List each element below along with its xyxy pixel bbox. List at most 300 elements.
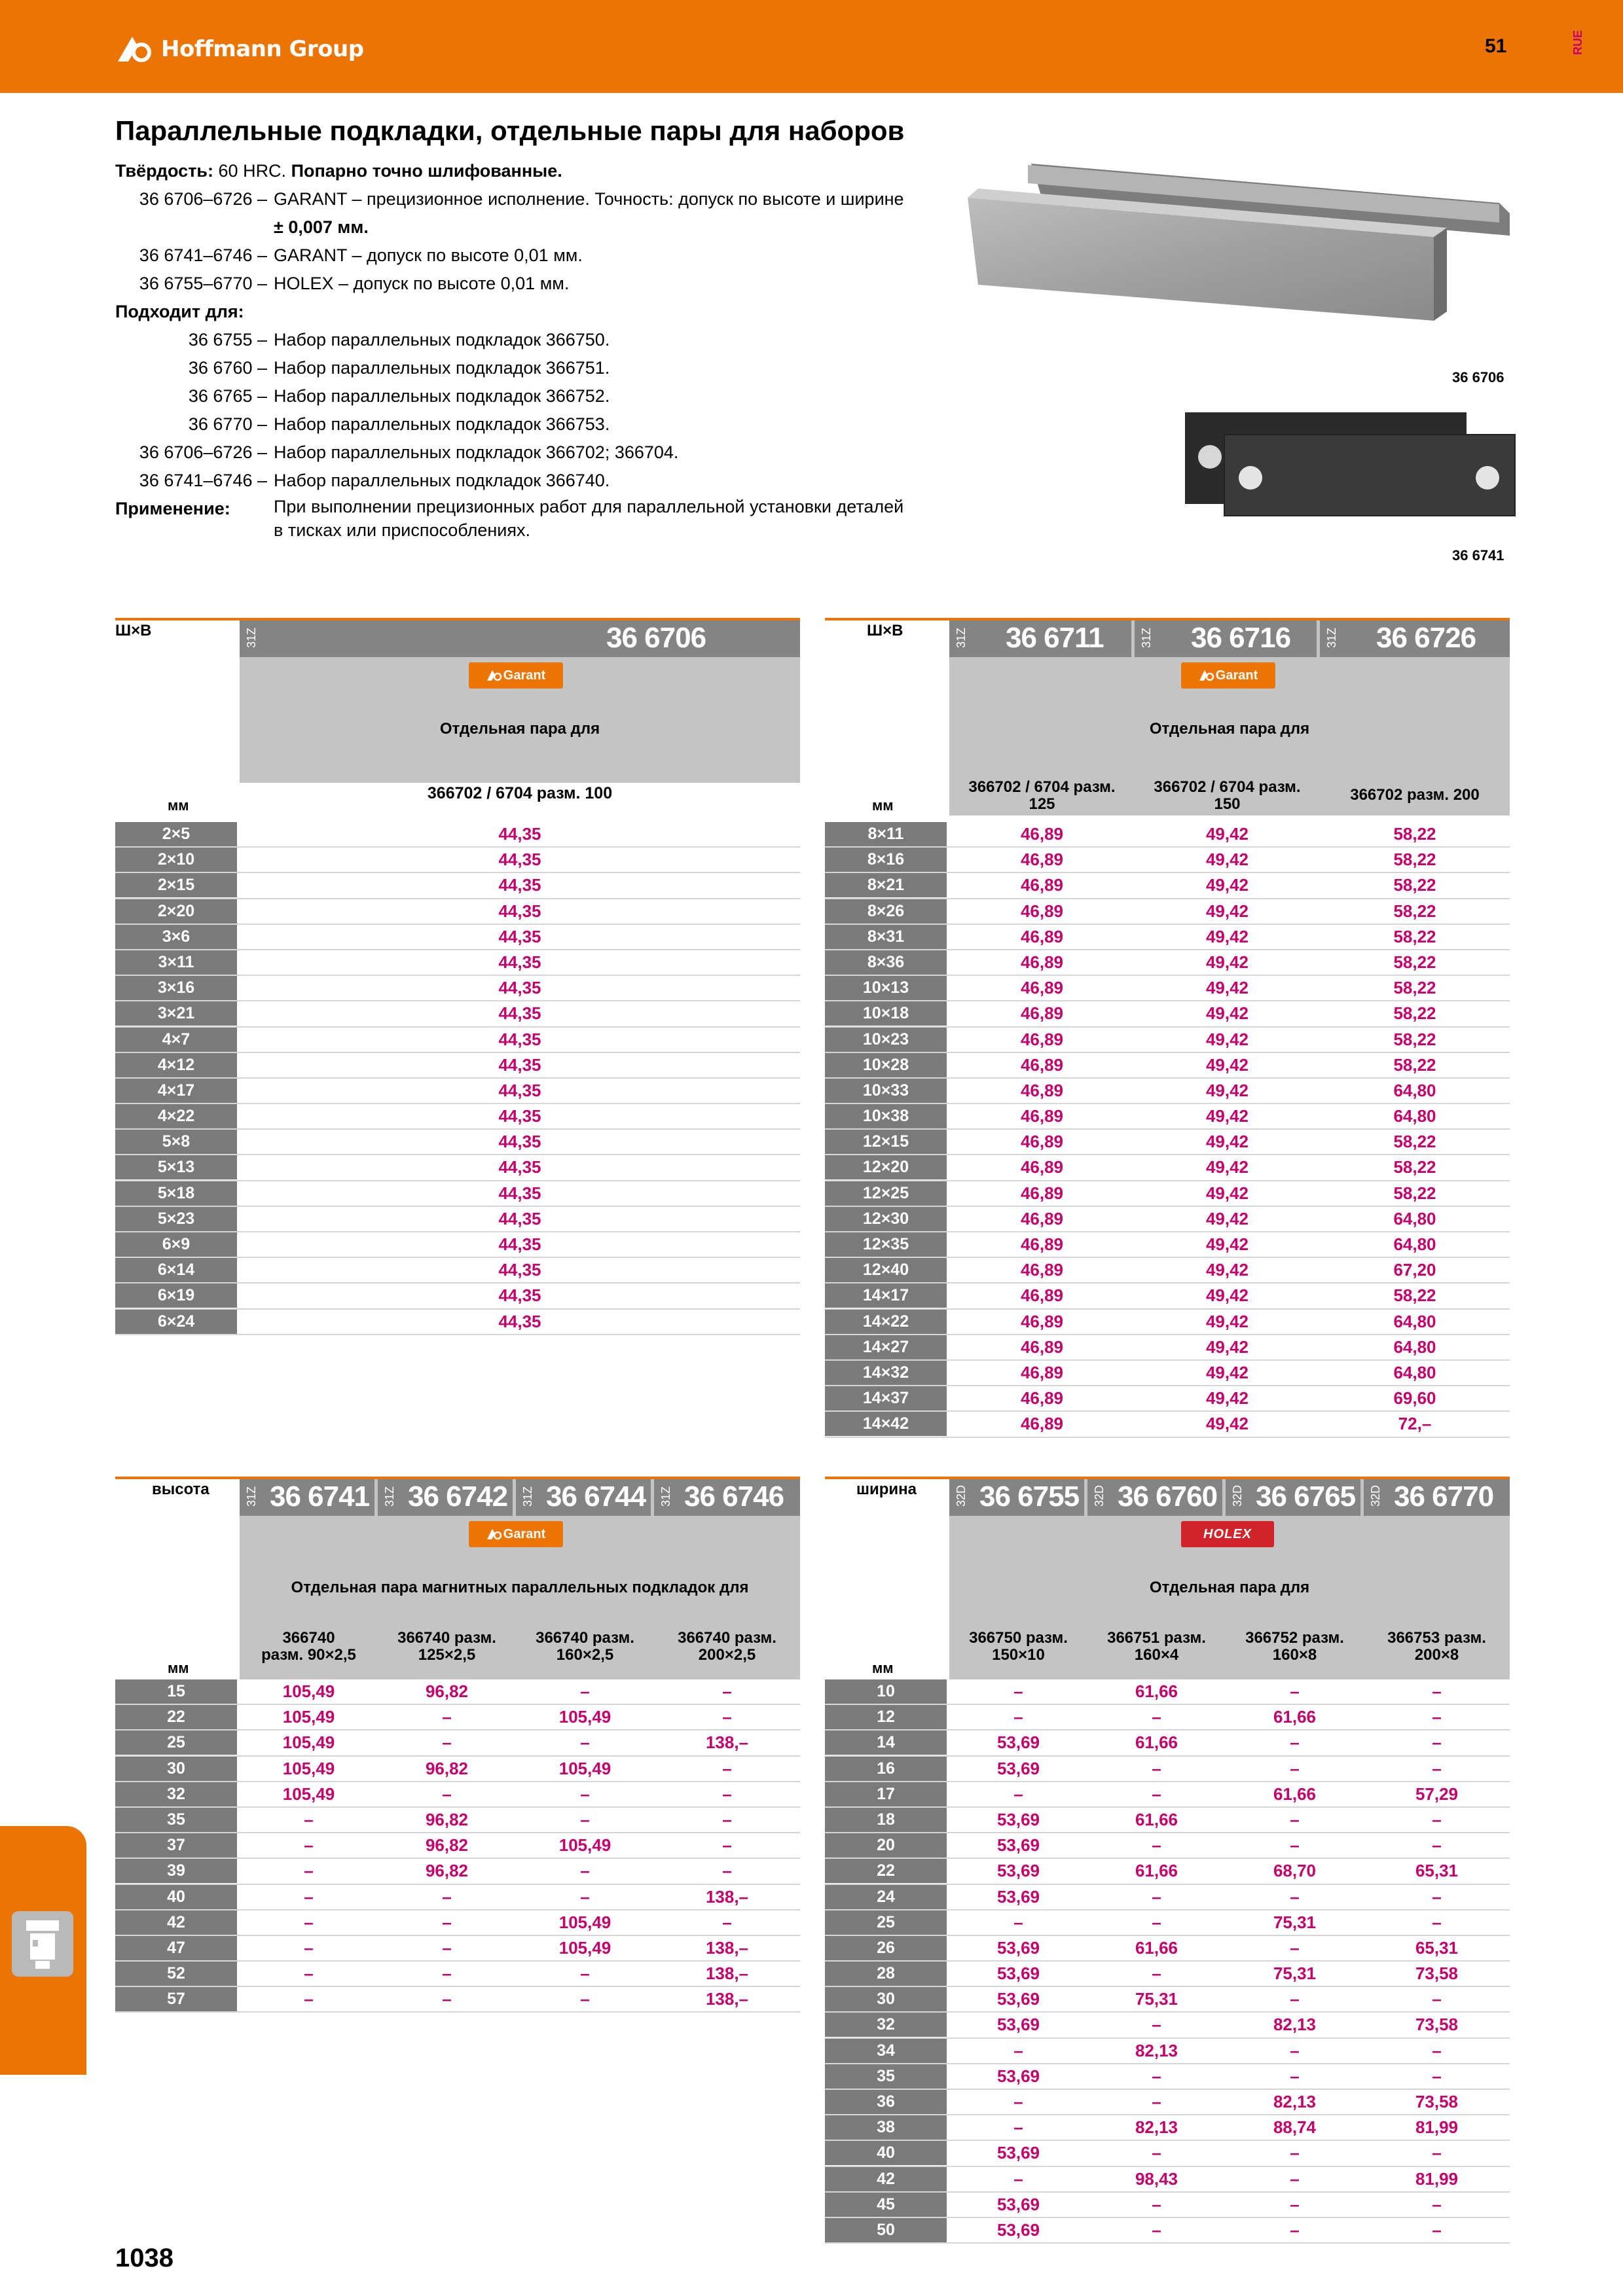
table-row bbox=[115, 1155, 800, 1181]
price-cell: 105,49 bbox=[558, 1835, 611, 1856]
price-cell: 53,69 bbox=[996, 1809, 1040, 1829]
row-dimension: 8×21 bbox=[825, 873, 947, 897]
row-dimension: 14×22 bbox=[825, 1310, 947, 1334]
garant-logo bbox=[469, 662, 563, 689]
usage-text bbox=[267, 495, 966, 542]
table-row bbox=[825, 1207, 1510, 1232]
price-cell: 96,82 bbox=[425, 1758, 469, 1778]
subheader-line2: 200×8 bbox=[1414, 1646, 1459, 1664]
dimension-label: Ш×В bbox=[867, 622, 903, 639]
table-row bbox=[825, 1130, 1510, 1155]
dimension-label: высота bbox=[152, 1480, 210, 1498]
usage-text-1: При выполнении прецизионных работ для параллельной установки деталей bbox=[274, 497, 904, 516]
table-row bbox=[825, 1283, 1510, 1309]
table-row bbox=[825, 1232, 1510, 1258]
row-dimension: 4×17 bbox=[115, 1079, 237, 1103]
catalog-page-ref: 32D bbox=[1369, 1484, 1382, 1507]
price-cell: – bbox=[1152, 1912, 1161, 1932]
price-cell: 44,35 bbox=[498, 1106, 541, 1126]
price-cell: – bbox=[1290, 1681, 1300, 1701]
spec-text bbox=[274, 185, 966, 242]
price-cell: 44,35 bbox=[498, 1080, 541, 1100]
price-cell: – bbox=[442, 1784, 452, 1804]
suits-label: Подходит для: bbox=[115, 302, 244, 321]
price-cell: – bbox=[1432, 1886, 1442, 1907]
catalog-page-ref: 31Z bbox=[245, 1486, 258, 1507]
price-cell: 46,89 bbox=[1020, 1285, 1064, 1306]
catalog-page-ref: 31Z bbox=[955, 627, 968, 648]
price-cell: 105,49 bbox=[282, 1732, 335, 1753]
dimension-label: ширина bbox=[856, 1480, 917, 1498]
row-dimension: 40 bbox=[115, 1885, 237, 1909]
row-dimension: 10 bbox=[825, 1679, 947, 1704]
row-dimension: 10×13 bbox=[825, 976, 947, 1000]
table-row bbox=[115, 1936, 800, 1962]
price-cell: – bbox=[1152, 2015, 1161, 2035]
row-dimension: 8×36 bbox=[825, 950, 947, 975]
row-dimension: 5×8 bbox=[115, 1130, 237, 1154]
table-row bbox=[825, 2090, 1510, 2115]
row-dimension: 37 bbox=[115, 1833, 237, 1857]
price-cell: 46,89 bbox=[1020, 926, 1064, 946]
subheader-line2: 150×10 bbox=[992, 1646, 1045, 1664]
row-dimension: 4×22 bbox=[115, 1104, 237, 1128]
price-cell: – bbox=[442, 1989, 452, 2009]
price-cell: – bbox=[1290, 1758, 1300, 1778]
table-row bbox=[115, 1283, 800, 1309]
garant-logo bbox=[1181, 662, 1275, 689]
row-dimension: 4×7 bbox=[115, 1028, 237, 1052]
table-row bbox=[825, 1782, 1510, 1808]
table-row bbox=[825, 1001, 1510, 1027]
spec-line bbox=[115, 270, 966, 298]
spec-line bbox=[115, 185, 966, 242]
price-cell: – bbox=[580, 1964, 590, 1984]
price-cell: 98,43 bbox=[1135, 2168, 1178, 2189]
price-cell: 57,29 bbox=[1415, 1784, 1459, 1804]
price-cell: – bbox=[1152, 1964, 1161, 1984]
row-dimension: 14×37 bbox=[825, 1386, 947, 1410]
price-cell: 81,99 bbox=[1415, 2168, 1459, 2189]
row-dimension: 26 bbox=[825, 1936, 947, 1960]
price-cell: – bbox=[1290, 2143, 1300, 2163]
table-row bbox=[115, 1207, 800, 1232]
catalog-page-ref: 32D bbox=[955, 1484, 968, 1507]
price-cell: 96,82 bbox=[425, 1835, 469, 1856]
suits-line bbox=[115, 354, 966, 382]
subheader-size-100: 366702 / 6704 разм. 100 bbox=[427, 784, 613, 802]
price-cell: 49,42 bbox=[1205, 1183, 1249, 1203]
table-body bbox=[115, 822, 800, 1335]
row-dimension: 35 bbox=[825, 2064, 947, 2089]
row-dimension: 28 bbox=[825, 1962, 947, 1986]
row-dimension: 15 bbox=[115, 1679, 237, 1704]
price-cell: – bbox=[1013, 2168, 1023, 2189]
row-dimension: 36 bbox=[825, 2090, 947, 2114]
price-cell: 49,42 bbox=[1205, 901, 1249, 921]
catalog-page-ref: 31Z bbox=[1140, 627, 1153, 648]
row-dimension: 5×18 bbox=[115, 1181, 237, 1206]
brand-name: Hoffmann Group bbox=[161, 36, 364, 62]
subheader-line1: 366740 bbox=[282, 1629, 335, 1647]
article-number: 36 6746 bbox=[684, 1480, 784, 1513]
price-cell: 75,31 bbox=[1135, 1989, 1178, 2009]
row-dimension: 20 bbox=[825, 1833, 947, 1857]
price-cell: – bbox=[304, 1912, 314, 1932]
price-cell: – bbox=[304, 1809, 314, 1829]
table-row bbox=[115, 1987, 800, 2013]
table-row bbox=[115, 1910, 800, 1936]
price-cell: 105,49 bbox=[282, 1681, 335, 1701]
price-cell: 82,13 bbox=[1135, 2117, 1178, 2138]
row-dimension: 12×30 bbox=[825, 1207, 947, 1231]
language-tag: RUE bbox=[1571, 29, 1584, 55]
suits-text: Набор параллельных подкладок 366702; 366704. bbox=[274, 442, 679, 462]
spec-line bbox=[115, 242, 966, 270]
catalog-page-ref: 32D bbox=[1231, 1484, 1244, 1507]
price-cell: – bbox=[1432, 1912, 1442, 1932]
table-row bbox=[115, 1028, 800, 1053]
table-row bbox=[115, 1181, 800, 1207]
row-dimension: 10×33 bbox=[825, 1079, 947, 1103]
price-cell: 49,42 bbox=[1205, 1388, 1249, 1408]
suits-line bbox=[115, 410, 966, 439]
row-dimension: 47 bbox=[115, 1936, 237, 1960]
row-dimension: 14×27 bbox=[825, 1335, 947, 1359]
price-cell: – bbox=[304, 1886, 314, 1907]
article-header bbox=[949, 1479, 1084, 1516]
price-cell: – bbox=[722, 1758, 732, 1778]
price-cell: 58,22 bbox=[1393, 952, 1436, 972]
suits-code: 36 6706–6726 – bbox=[139, 442, 267, 462]
price-cell: 46,89 bbox=[1020, 1260, 1064, 1280]
price-cell: – bbox=[1013, 1784, 1023, 1804]
article-header bbox=[1364, 1479, 1510, 1516]
row-dimension: 12×35 bbox=[825, 1232, 947, 1257]
table-row bbox=[825, 1258, 1510, 1283]
table-row bbox=[825, 1181, 1510, 1207]
subheader-line1: 366702 / 6704 разм. bbox=[968, 778, 1116, 796]
table-row bbox=[115, 1859, 800, 1884]
price-cell: 61,66 bbox=[1135, 1732, 1178, 1753]
row-dimension: 24 bbox=[825, 1885, 947, 1909]
price-cell: – bbox=[442, 1912, 452, 1932]
suits-code: 36 6755 – bbox=[188, 330, 267, 350]
hardness-note: Попарно точно шлифованные. bbox=[291, 161, 562, 181]
price-cell: 49,42 bbox=[1205, 978, 1249, 998]
caption-magnetic-image: 36 6741 bbox=[1452, 547, 1504, 564]
price-cell: 105,49 bbox=[282, 1707, 335, 1727]
spec-text-tolerance: ± 0,007 мм. bbox=[274, 217, 369, 237]
suits-line bbox=[115, 326, 966, 354]
table-row bbox=[825, 1731, 1510, 1756]
subheader-line2: 160×2,5 bbox=[556, 1646, 614, 1664]
price-cell: 49,42 bbox=[1205, 1132, 1249, 1152]
price-cell: 44,35 bbox=[498, 875, 541, 895]
row-dimension: 6×14 bbox=[115, 1258, 237, 1282]
subheader-line2: разм. 90×2,5 bbox=[261, 1646, 356, 1664]
price-cell: – bbox=[722, 1835, 732, 1856]
subheader-line2: 160×4 bbox=[1134, 1646, 1179, 1664]
suits-code: 36 6741–6746 – bbox=[139, 471, 267, 490]
hardness-label: Твёрдость: bbox=[115, 161, 214, 181]
row-dimension: 3×6 bbox=[115, 925, 237, 949]
table-row bbox=[825, 2064, 1510, 2090]
price-cell: 96,82 bbox=[425, 1681, 469, 1701]
price-cell: 105,49 bbox=[282, 1758, 335, 1778]
subheader-line1: 366751 разм. bbox=[1107, 1629, 1206, 1647]
price-cell: 46,89 bbox=[1020, 978, 1064, 998]
table-caption: Отдельная пара для bbox=[1149, 720, 1310, 738]
price-cell: 58,22 bbox=[1393, 1157, 1436, 1177]
catalog-page-ref: 31Z bbox=[383, 1486, 396, 1507]
dimension-label: Ш×В bbox=[115, 622, 152, 639]
table-row bbox=[825, 1079, 1510, 1104]
price-cell: – bbox=[304, 1964, 314, 1984]
hoffmann-logo[interactable] bbox=[115, 29, 364, 69]
table-row bbox=[825, 1910, 1510, 1936]
price-cell: 46,89 bbox=[1020, 1388, 1064, 1408]
table-row bbox=[825, 950, 1510, 976]
price-cell: – bbox=[304, 1937, 314, 1958]
article-header bbox=[949, 620, 1131, 657]
row-dimension: 14 bbox=[825, 1731, 947, 1755]
price-cell: – bbox=[722, 1861, 732, 1881]
row-dimension: 30 bbox=[825, 1987, 947, 2011]
price-cell: 53,69 bbox=[996, 2066, 1040, 2086]
hardness-line bbox=[115, 157, 966, 185]
suits-code: 36 6760 – bbox=[188, 358, 267, 378]
price-cell: – bbox=[304, 1861, 314, 1881]
price-cell: 61,66 bbox=[1135, 1937, 1178, 1958]
table-caption: Отдельная пара для bbox=[439, 720, 600, 738]
price-cell: 138,– bbox=[705, 1964, 749, 1984]
price-cell: 49,42 bbox=[1205, 1336, 1249, 1357]
unit-label: мм bbox=[872, 797, 894, 814]
row-dimension: 8×16 bbox=[825, 848, 947, 872]
table-row bbox=[115, 950, 800, 976]
price-cell: 105,49 bbox=[558, 1758, 611, 1778]
price-cell: – bbox=[1152, 2219, 1161, 2240]
row-dimension: 10×18 bbox=[825, 1001, 947, 1026]
price-cell: – bbox=[1290, 1937, 1300, 1958]
row-dimension: 25 bbox=[825, 1910, 947, 1935]
price-cell: 49,42 bbox=[1205, 1157, 1249, 1177]
price-cell: 46,89 bbox=[1020, 824, 1064, 844]
price-cell: 44,35 bbox=[498, 978, 541, 998]
price-cell: – bbox=[722, 1784, 732, 1804]
table-row bbox=[825, 925, 1510, 950]
price-cell: 49,42 bbox=[1205, 1208, 1249, 1229]
catalog-page-ref: 31Z bbox=[245, 627, 258, 648]
garant-logo-text: Garant bbox=[1215, 668, 1258, 683]
price-cell: – bbox=[1152, 1758, 1161, 1778]
price-cell: – bbox=[1290, 2066, 1300, 2086]
table-body bbox=[825, 822, 1510, 1438]
row-dimension: 5×23 bbox=[115, 1207, 237, 1231]
table-row bbox=[825, 873, 1510, 899]
price-cell: 49,42 bbox=[1205, 1080, 1249, 1100]
table-body bbox=[825, 1679, 1510, 2244]
price-cell: 138,– bbox=[705, 1732, 749, 1753]
table-row bbox=[825, 1155, 1510, 1181]
table-row bbox=[115, 1679, 800, 1705]
price-cell: 46,89 bbox=[1020, 875, 1064, 895]
price-cell: 105,49 bbox=[282, 1784, 335, 1804]
table-row bbox=[825, 2193, 1510, 2218]
magnetic-bars-image bbox=[1178, 406, 1519, 517]
price-cell: 64,80 bbox=[1393, 1311, 1436, 1331]
price-cell: – bbox=[1290, 2040, 1300, 2060]
price-cell: 44,35 bbox=[498, 1157, 541, 1177]
price-cell: 46,89 bbox=[1020, 1132, 1064, 1152]
row-dimension: 42 bbox=[115, 1910, 237, 1935]
table-row bbox=[825, 1936, 1510, 1962]
price-cell: – bbox=[1152, 1886, 1161, 1907]
row-dimension: 10×38 bbox=[825, 1104, 947, 1128]
table-row bbox=[825, 848, 1510, 873]
table-row bbox=[825, 1053, 1510, 1079]
row-dimension: 32 bbox=[115, 1782, 237, 1806]
subheader-line1: 366702 / 6704 разм. bbox=[1154, 778, 1301, 796]
garant-logo-text: Garant bbox=[503, 668, 546, 683]
article-number: 36 6744 bbox=[546, 1480, 646, 1513]
suits-code: 36 6770 – bbox=[188, 414, 267, 434]
table-row bbox=[115, 1962, 800, 1987]
price-cell: 44,35 bbox=[498, 1003, 541, 1024]
price-cell: 105,49 bbox=[558, 1937, 611, 1958]
row-dimension: 22 bbox=[115, 1705, 237, 1729]
subheader-line2: 125 bbox=[1029, 795, 1055, 813]
price-cell: 58,22 bbox=[1393, 926, 1436, 946]
price-cell: 49,42 bbox=[1205, 824, 1249, 844]
price-cell: 82,13 bbox=[1273, 2092, 1317, 2111]
price-cell: 58,22 bbox=[1393, 1285, 1436, 1306]
price-cell: – bbox=[1432, 1732, 1442, 1753]
table-row bbox=[115, 899, 800, 925]
price-cell: 44,35 bbox=[498, 952, 541, 972]
price-cell: – bbox=[1290, 1989, 1300, 2009]
unit-label: мм bbox=[168, 797, 189, 814]
price-cell: – bbox=[442, 1732, 452, 1753]
table-row bbox=[115, 1731, 800, 1756]
price-cell: 138,– bbox=[705, 1989, 749, 2009]
unit-label: мм bbox=[872, 1660, 894, 1676]
price-cell: – bbox=[1290, 2194, 1300, 2214]
table-row bbox=[825, 899, 1510, 925]
article-number: 36 6716 bbox=[1191, 622, 1291, 654]
table-row bbox=[825, 1028, 1510, 1053]
price-cell: – bbox=[580, 1861, 590, 1881]
article-header bbox=[516, 1479, 651, 1516]
price-cell: 44,35 bbox=[498, 1208, 541, 1229]
table-row bbox=[825, 1361, 1510, 1386]
table-row bbox=[115, 976, 800, 1001]
spec-text-main: GARANT – прецизионное исполнение. Точность: допуск по высоте и ширине bbox=[274, 189, 904, 209]
table-row bbox=[115, 822, 800, 848]
price-cell: 53,69 bbox=[996, 1964, 1040, 1984]
subheader-line2: 200×2,5 bbox=[698, 1646, 756, 1664]
catalog-page-ref: 31Z bbox=[659, 1486, 672, 1507]
row-dimension: 2×10 bbox=[115, 848, 237, 872]
table-row bbox=[825, 2218, 1510, 2244]
price-cell: 64,80 bbox=[1393, 1336, 1436, 1357]
table-row bbox=[825, 1335, 1510, 1361]
price-cell: 53,69 bbox=[996, 1835, 1040, 1856]
table-row bbox=[825, 1808, 1510, 1833]
price-cell: 61,66 bbox=[1135, 1681, 1178, 1701]
table-row bbox=[825, 1104, 1510, 1130]
row-dimension: 6×24 bbox=[115, 1310, 237, 1334]
price-cell: 44,35 bbox=[498, 850, 541, 870]
article-header bbox=[1320, 620, 1510, 657]
row-dimension: 14×17 bbox=[825, 1283, 947, 1308]
price-cell: 46,89 bbox=[1020, 1157, 1064, 1177]
table-row bbox=[825, 1885, 1510, 1910]
spec-code: 36 6706–6726 – bbox=[139, 189, 267, 209]
price-cell: 44,35 bbox=[498, 1132, 541, 1152]
table-row bbox=[115, 1053, 800, 1079]
row-dimension: 57 bbox=[115, 1987, 237, 2011]
price-cell: 49,42 bbox=[1205, 850, 1249, 870]
price-cell: 58,22 bbox=[1393, 875, 1436, 895]
price-cell: – bbox=[1290, 1886, 1300, 1907]
subheader-line2: 150 bbox=[1214, 795, 1241, 813]
row-dimension: 14×32 bbox=[825, 1361, 947, 1385]
price-cell: 49,42 bbox=[1205, 1029, 1249, 1049]
table-row bbox=[115, 1757, 800, 1782]
row-dimension: 32 bbox=[825, 2013, 947, 2037]
table-row bbox=[825, 2039, 1510, 2064]
garant-logo-icon bbox=[1199, 669, 1216, 682]
price-cell: – bbox=[442, 1707, 452, 1727]
price-cell: 46,89 bbox=[1020, 1234, 1064, 1254]
price-cell: 68,70 bbox=[1273, 1861, 1317, 1881]
price-cell: 58,22 bbox=[1393, 1183, 1436, 1203]
price-cell: 58,22 bbox=[1393, 978, 1436, 998]
subheader-line2: 160×8 bbox=[1272, 1646, 1317, 1664]
row-dimension: 14×42 bbox=[825, 1412, 947, 1436]
price-cell: – bbox=[1013, 2117, 1023, 2138]
row-dimension: 12 bbox=[825, 1705, 947, 1729]
price-cell: – bbox=[1152, 2092, 1161, 2111]
table-row bbox=[115, 1310, 800, 1335]
table-row bbox=[115, 1130, 800, 1155]
price-cell: 53,69 bbox=[996, 2015, 1040, 2035]
price-cell: 49,42 bbox=[1205, 1106, 1249, 1126]
price-cell: 46,89 bbox=[1020, 1362, 1064, 1382]
table-row bbox=[825, 1310, 1510, 1335]
price-cell: 58,22 bbox=[1393, 1132, 1436, 1152]
price-cell: 46,89 bbox=[1020, 850, 1064, 870]
table-366755-366770 bbox=[825, 1477, 1510, 2249]
subheader-line1: 366740 разм. bbox=[397, 1629, 496, 1647]
page-header bbox=[0, 0, 1623, 93]
price-cell: 72,– bbox=[1398, 1414, 1432, 1434]
article-header bbox=[1226, 1479, 1360, 1516]
price-cell: – bbox=[1013, 1912, 1023, 1932]
garant-logo bbox=[469, 1521, 563, 1547]
price-cell: 49,42 bbox=[1205, 1054, 1249, 1075]
price-cell: 75,31 bbox=[1273, 1912, 1317, 1932]
subheader-line1: 366740 разм. bbox=[536, 1629, 634, 1647]
spec-text: GARANT – допуск по высоте 0,01 мм. bbox=[274, 245, 583, 265]
intro-text bbox=[115, 157, 966, 542]
price-cell: 44,35 bbox=[498, 926, 541, 946]
price-cell: 53,69 bbox=[996, 1758, 1040, 1778]
price-cell: – bbox=[722, 1809, 732, 1829]
price-cell: 53,69 bbox=[996, 2219, 1040, 2240]
